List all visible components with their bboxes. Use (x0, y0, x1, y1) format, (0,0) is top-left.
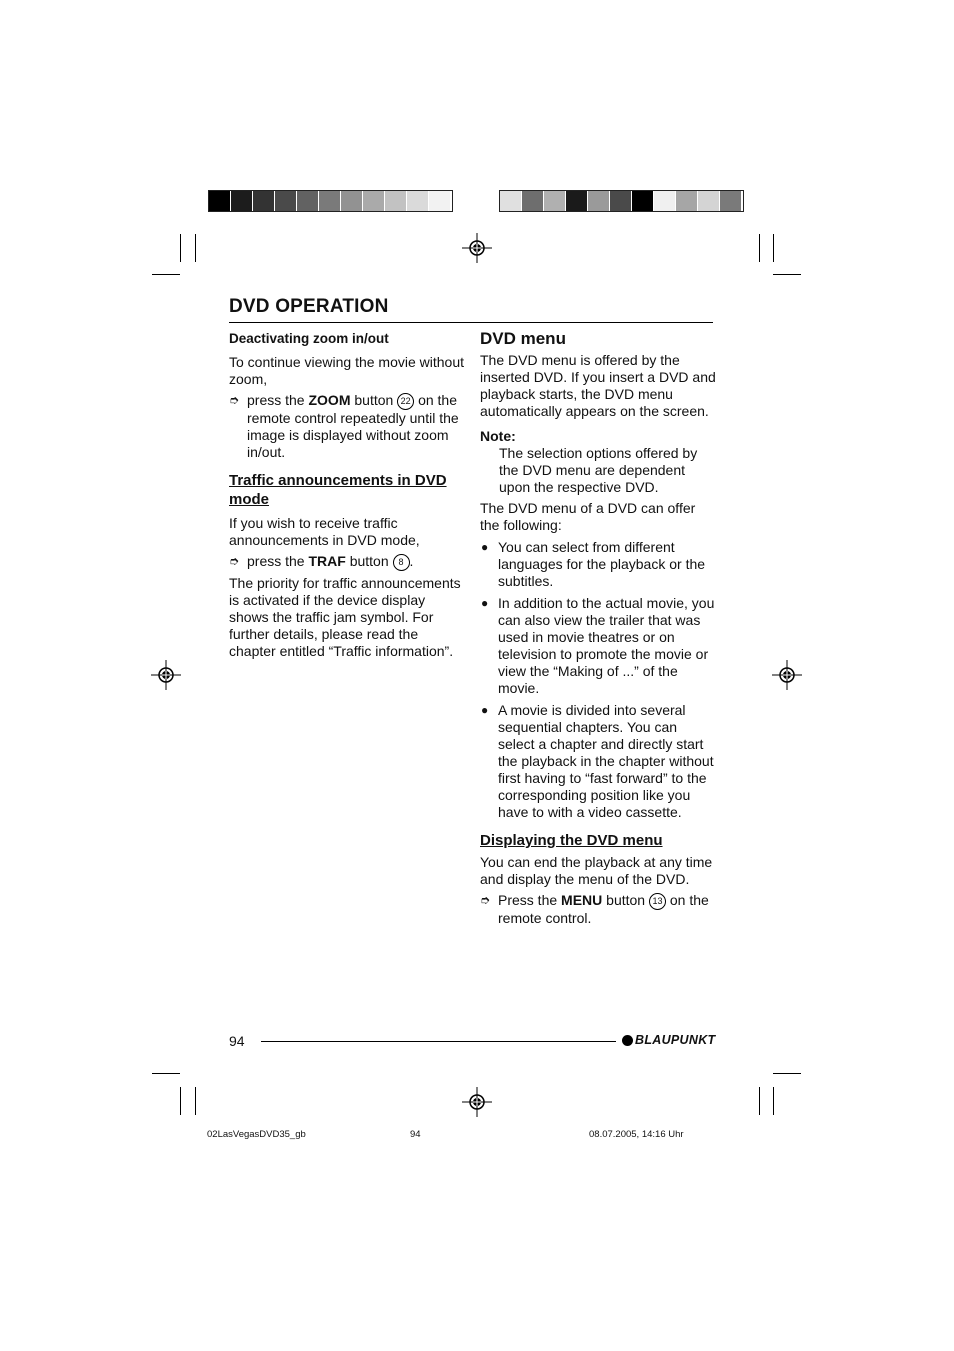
footer-rule (261, 1041, 616, 1042)
crop-mark (152, 1073, 180, 1074)
menu-key: MENU (561, 892, 603, 908)
traf-key: TRAF (308, 553, 346, 569)
color-swatch (500, 191, 522, 211)
list-item (480, 702, 716, 821)
registration-mark-icon (151, 660, 181, 690)
step-text: on the remote control. (498, 892, 709, 926)
color-swatch (698, 191, 720, 211)
display-menu-heading: Displaying the DVD menu (480, 832, 663, 849)
color-bar-right (499, 190, 744, 212)
color-swatch (297, 191, 319, 211)
color-swatch (363, 191, 385, 211)
color-swatch (522, 191, 544, 211)
display-menu-step (480, 892, 716, 927)
color-bar-left (208, 190, 453, 212)
page-number: 94 (229, 1033, 245, 1049)
right-arrow-icon: ➮ (229, 554, 240, 568)
color-swatch (588, 191, 610, 211)
crop-mark (180, 1087, 181, 1115)
file-name: 02LasVegasDVD35_gb (207, 1129, 306, 1140)
list-item-text: In addition to the actual movie, you can also view the trailer that was used in movie theatres or on television to promote the movie or view the “Making of ...” of the movie. (498, 595, 715, 696)
button-number: 8 (393, 554, 410, 571)
color-swatch (319, 191, 341, 211)
crop-mark (195, 234, 196, 262)
crop-mark (195, 1087, 196, 1115)
step-text: on the remote control repeatedly until the image is displayed without zoom in/out. (247, 392, 459, 460)
step-text: button (345, 553, 393, 569)
brand-logo (622, 1033, 715, 1047)
crop-mark (773, 1073, 801, 1074)
crop-mark (773, 274, 801, 275)
crop-mark (180, 234, 181, 262)
offer-intro: The DVD menu of a DVD can offer the following: (480, 500, 696, 533)
color-swatch (341, 191, 363, 211)
list-item (480, 539, 716, 590)
button-number: 13 (649, 893, 666, 910)
bullet-dot-icon: ● (481, 596, 489, 610)
registration-mark-icon (462, 1087, 492, 1117)
list-item-text: You can select from different languages for the playback or the subtitles. (498, 539, 706, 589)
title-rule (229, 322, 713, 323)
color-swatch (231, 191, 253, 211)
traffic-heading: Traffic announcements in DVD mode (229, 472, 447, 508)
page-title: DVD OPERATION (229, 296, 389, 317)
dvd-menu-intro: The DVD menu is offered by the inserted DVD. If you insert a DVD and playback starts, the DVD menu automatically appears on the screen. (480, 352, 716, 419)
note-label: Note: (480, 428, 516, 444)
color-swatch (275, 191, 297, 211)
step-text: button (350, 392, 398, 408)
crop-mark (773, 234, 774, 262)
note-text: The selection options offered by the DVD menu are dependent upon the respective DVD. (499, 445, 698, 495)
step-text: press the (247, 553, 309, 569)
color-swatch (253, 191, 275, 211)
color-swatch (209, 191, 231, 211)
registration-mark-icon (462, 233, 492, 263)
crop-mark (773, 1087, 774, 1115)
print-page: 94 (410, 1129, 421, 1140)
color-swatch (720, 191, 742, 211)
crop-mark (152, 274, 180, 275)
button-number: 22 (397, 393, 414, 410)
color-swatch (654, 191, 676, 211)
brand-name: BLAUPUNKT (635, 1033, 716, 1047)
right-arrow-icon: ➮ (480, 893, 491, 907)
color-swatch (429, 191, 451, 211)
traffic-step (229, 553, 465, 571)
color-swatch (385, 191, 407, 211)
display-menu-intro: You can end the playback at any time and display the menu of the DVD. (480, 854, 713, 887)
zoom-step (229, 392, 465, 461)
list-item-text: A movie is divided into several sequential chapters. You can select a chapter and directly start the playback in the chapter without first having to “fast forward” to the corresponding position like you have to with a video cassette. (498, 702, 714, 820)
color-swatch (566, 191, 588, 211)
step-text: press the (247, 392, 309, 408)
crop-mark (759, 1087, 760, 1115)
color-swatch (407, 191, 429, 211)
zoom-intro: To continue viewing the movie without zoom, (229, 354, 465, 387)
list-item (480, 595, 716, 697)
step-text: Press the (498, 892, 562, 908)
color-swatch (676, 191, 698, 211)
traffic-body: The priority for traffic announcements is activated if the device display shows the traffic jam symbol. For further details, please read the chapter entitled “Traffic information”. (229, 575, 461, 659)
right-arrow-icon: ➮ (229, 393, 240, 407)
traffic-intro: If you wish to receive traffic announcements in DVD mode, (229, 515, 420, 548)
brand-dot-icon (622, 1035, 633, 1046)
right-column (480, 330, 716, 927)
step-text: . (409, 553, 414, 569)
registration-mark-icon (772, 660, 802, 690)
left-column (229, 330, 465, 660)
color-swatch (610, 191, 632, 211)
step-text: button (602, 892, 649, 908)
crop-mark (759, 234, 760, 262)
color-swatch (544, 191, 566, 211)
color-swatch (632, 191, 654, 211)
zoom-key: ZOOM (308, 392, 351, 408)
bullet-dot-icon: ● (481, 540, 489, 554)
bullet-dot-icon: ● (481, 703, 489, 717)
zoom-heading: Deactivating zoom in/out (229, 331, 389, 346)
dvd-menu-heading: DVD menu (480, 329, 566, 348)
print-date: 08.07.2005, 14:16 Uhr (589, 1129, 684, 1140)
